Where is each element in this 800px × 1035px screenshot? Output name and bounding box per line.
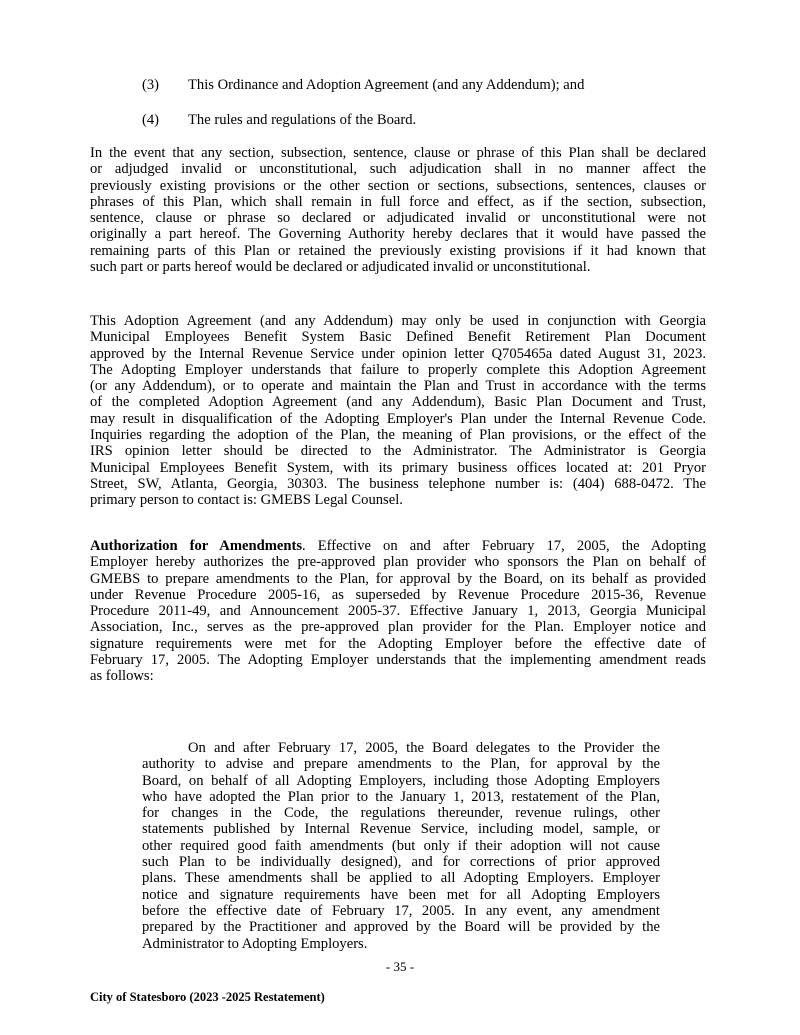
text-line: such part or parts hereof would be declared or adjudicated invalid or unconstitutional. (90, 259, 591, 276)
text-line: This Adoption Agreement (and any Addendum) may only be used in conjunction with Georgia (90, 313, 706, 329)
text-line: February 17, 2005. The Adopting Employer understands that the implementing amendment reads (90, 652, 706, 669)
text-line: remaining parts of this Plan or retained the previously existing provisions if it had known that (90, 242, 706, 259)
text-line: IRS opinion letter should be directed to the Administrator. The Administrator is Georgia (90, 443, 706, 460)
text-line: plans. These amendments shall be applied to all Adopting Employers. Employer (142, 870, 660, 887)
text-line: In the event that any section, subsection, sentence, clause or phrase of this Plan shall be declared (90, 145, 706, 161)
text-line: (or any Addendum), or to operate and maintain the Plan and Trust in accordance with the terms (90, 378, 706, 395)
text-line: under Revenue Procedure 2005-16, as superseded by Revenue Procedure 2015-36, Revenue (90, 586, 706, 603)
text-line: as follows: (90, 668, 154, 685)
amendment-quote (142, 740, 660, 952)
text-line: notice and signature requirements have been met for all Adopting Employers (142, 886, 660, 903)
text-line: Association, Inc., serves as the pre-approved plan provider for the Plan. Employer notice and (90, 619, 706, 636)
text-line: of the completed Adoption Agreement (and any Addendum), Basic Plan Document and Trust, (90, 394, 706, 411)
list-item (142, 112, 416, 129)
text-line: primary person to contact is: GMEBS Legal Counsel. (90, 492, 403, 509)
text-line: before the effective date of February 17, 2005. In any event, any amendment (142, 902, 660, 919)
list-item (142, 77, 584, 94)
text-line (90, 538, 706, 554)
footer: City of Statesboro (2023 -2025 Restatement) (90, 990, 325, 1004)
text-line: may result in disqualification of the Adopting Employer's Plan under the Internal Revenue Code. (90, 410, 706, 427)
text-line: On and after February 17, 2005, the Board delegates to the Provider the (188, 740, 660, 756)
text-line: GMEBS to prepare amendments to the Plan, for approval by the Board, on its behalf as provided (90, 570, 706, 587)
item-number: (3) (142, 77, 160, 93)
text-line: The Adopting Employer understands that failure to properly complete this Adoption Agreement (90, 361, 706, 378)
adoption-agreement-paragraph (90, 313, 706, 509)
text-line: Inquiries regarding the adoption of the Plan, the meaning of Plan provisions, or the effect of the (90, 427, 706, 444)
text-line: Municipal Employees Benefit System Basic Defined Benefit Retirement Plan Document (90, 329, 706, 346)
text-line: Employer hereby authorizes the pre-approved plan provider who sponsors the Plan on behalf of (90, 554, 706, 571)
text-line: who have adopted the Plan prior to the January 1, 2013, restatement of the Plan, (142, 788, 660, 805)
text-line: phrases of this Plan, which shall remain in full force and effect, as if the section, subsection, (90, 193, 706, 210)
paragraph-heading: Authorization for Amendments (90, 538, 303, 554)
item-text: This Ordinance and Adoption Agreement (and any Addendum); and (188, 77, 585, 93)
text-line: authority to advise and prepare amendments to the Plan, for approval by the (142, 756, 660, 773)
authorization-amendments-paragraph (90, 538, 706, 685)
text-line: such Plan to be individually designed), and for corrections of prior approved (142, 854, 660, 871)
item-text: The rules and regulations of the Board. (188, 112, 417, 128)
text-line: Procedure 2011-49, and Announcement 2005-37. Effective January 1, 2013, Georgia Municipal (90, 603, 706, 620)
text-line: Municipal Employees Benefit System, with its primary business offices located at: 201 Pryor (90, 459, 706, 476)
text-line: sentence, clause or phrase so declared or adjudicated invalid or unconstitutional were not (90, 210, 706, 227)
text-line: Administrator to Adopting Employers. (142, 935, 368, 952)
text-line-content: . Effective on and after February 17, 2005, the Adopting (302, 538, 706, 554)
text-line: signature requirements were met for the Adopting Employer before the effective date of (90, 635, 706, 652)
text-line: originally a part hereof. The Governing Authority hereby declares that it would have passed the (90, 226, 706, 243)
text-line: statements published by Internal Revenue Service, including model, sample, or (142, 821, 660, 838)
severability-paragraph (90, 145, 706, 275)
text-line: or adjudged invalid or unconstitutional, such adjudication shall in no manner affect the (90, 161, 706, 178)
text-line: Board, on behalf of all Adopting Employers, including those Adopting Employers (142, 772, 660, 789)
text-line: Street, SW, Atlanta, Georgia, 30303. The business telephone number is: (404) 688-0472. The (90, 475, 706, 492)
item-number: (4) (142, 112, 160, 128)
text-line: approved by the Internal Revenue Service under opinion letter Q705465a dated August 31, 2023. (90, 345, 706, 362)
text-line: prepared by the Practitioner and approved by the Board will be provided by the (142, 919, 660, 936)
page-number: - 35 - (385, 959, 415, 974)
text-line: for changes in the Code, the regulations thereunder, revenue rulings, other (142, 805, 660, 822)
text-line: other required good faith amendments (but only if their adoption will not cause (142, 837, 660, 854)
text-line: previously existing provisions or the other section or sections, subsections, sentences, clauses or (90, 177, 706, 194)
